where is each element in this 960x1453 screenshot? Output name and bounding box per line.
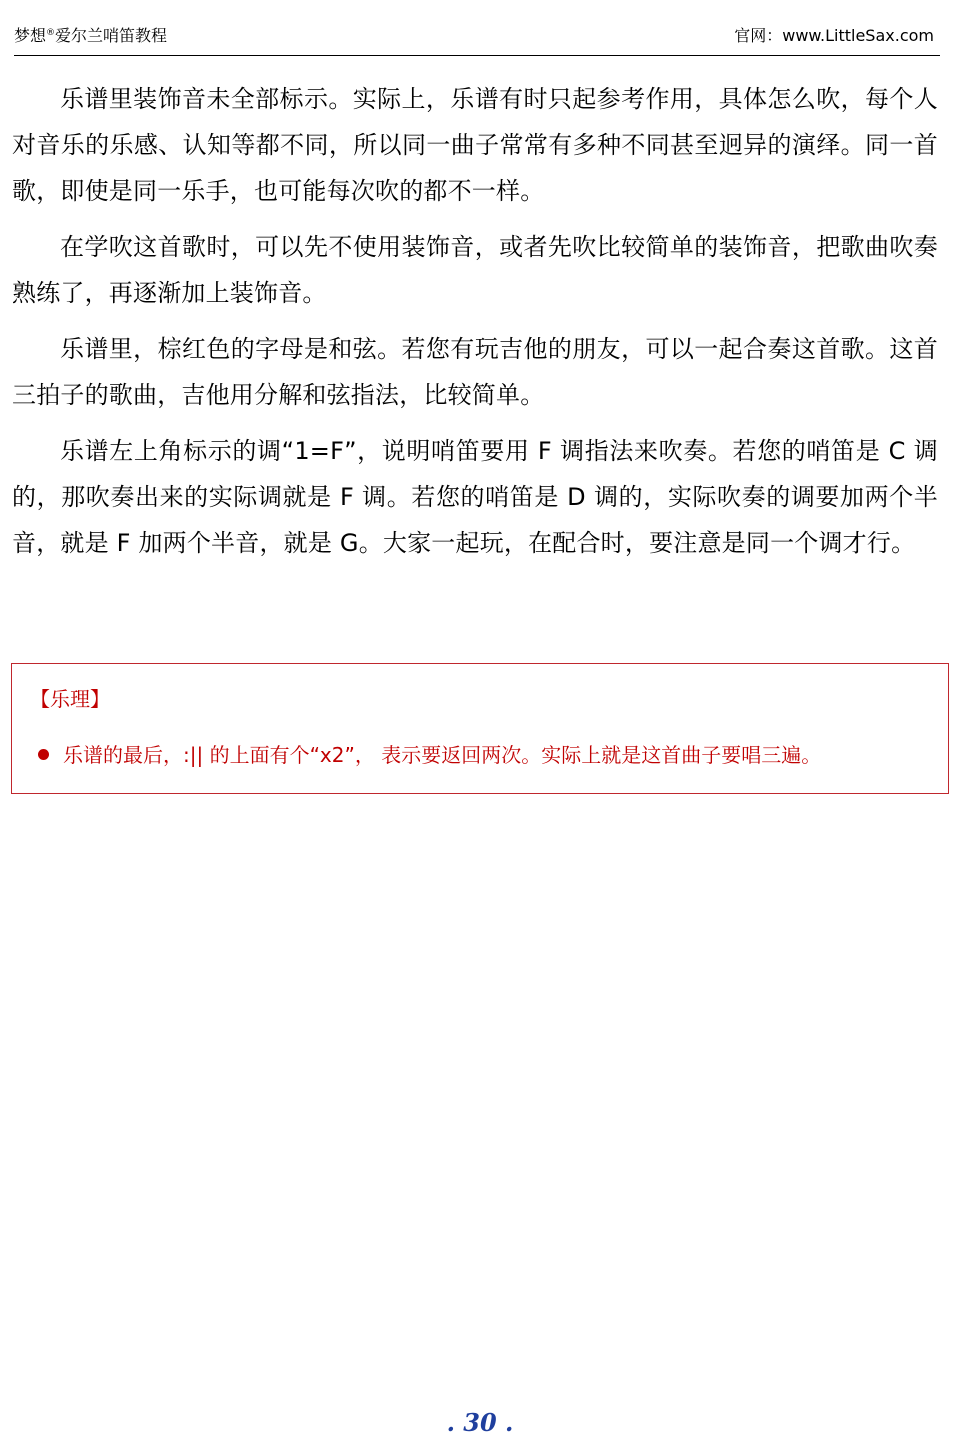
- book-title-main: 梦想: [14, 26, 47, 45]
- paragraph-chords: 乐谱里，棕红色的字母是和弦。若您有玩吉他的朋友，可以一起合奏这首歌。这首三拍子的歌曲，吉他用分解和弦指法，比较简单。: [12, 335, 938, 409]
- page-header: [14, 22, 940, 56]
- music-theory-box: [11, 663, 949, 794]
- theory-list-item: [38, 742, 821, 768]
- paragraph-key: 乐谱左上角标示的调“1=F”，说明哨笛要用 F 调指法来吹奏。若您的哨笛是 C 调的，那吹奏出来的实际调就是 F 调。若您的哨笛是 D 调的，实际吹奏的调要加两个半音，就是 F 加两个半音，就是 G。大家一起玩，在配合时，要注意是同一个调才行。: [12, 437, 938, 557]
- main-content: [12, 76, 938, 576]
- paragraph-ornaments: 乐谱里装饰音未全部标示。实际上，乐谱有时只起参考作用，具体怎么吹，每个人对音乐的乐感、认知等都不同，所以同一曲子常常有多种不同甚至迥异的演绎。同一首歌，即使是同一乐手，也可能每次吹的都不一样。: [12, 85, 938, 205]
- paragraph-learning-tip: 在学吹这首歌时，可以先不使用装饰音，或者先吹比较简单的装饰音，把歌曲吹奏熟练了，再逐渐加上装饰音。: [12, 233, 938, 307]
- theory-box-title: 【乐理】: [30, 687, 110, 711]
- website-link[interactable]: 官网：www.LittleSax.com: [734, 26, 934, 45]
- book-title: [14, 26, 167, 46]
- book-title-rest: 爱尔兰哨笛教程: [55, 26, 168, 45]
- theory-item-text: 乐谱的最后，:|| 的上面有个“x2”， 表示要返回两次。实际上就是这首曲子要唱三遍。: [63, 743, 822, 767]
- registered-mark: ®: [46, 28, 56, 38]
- bullet-icon: [38, 749, 49, 760]
- page-number: . 30 .: [446, 1408, 514, 1437]
